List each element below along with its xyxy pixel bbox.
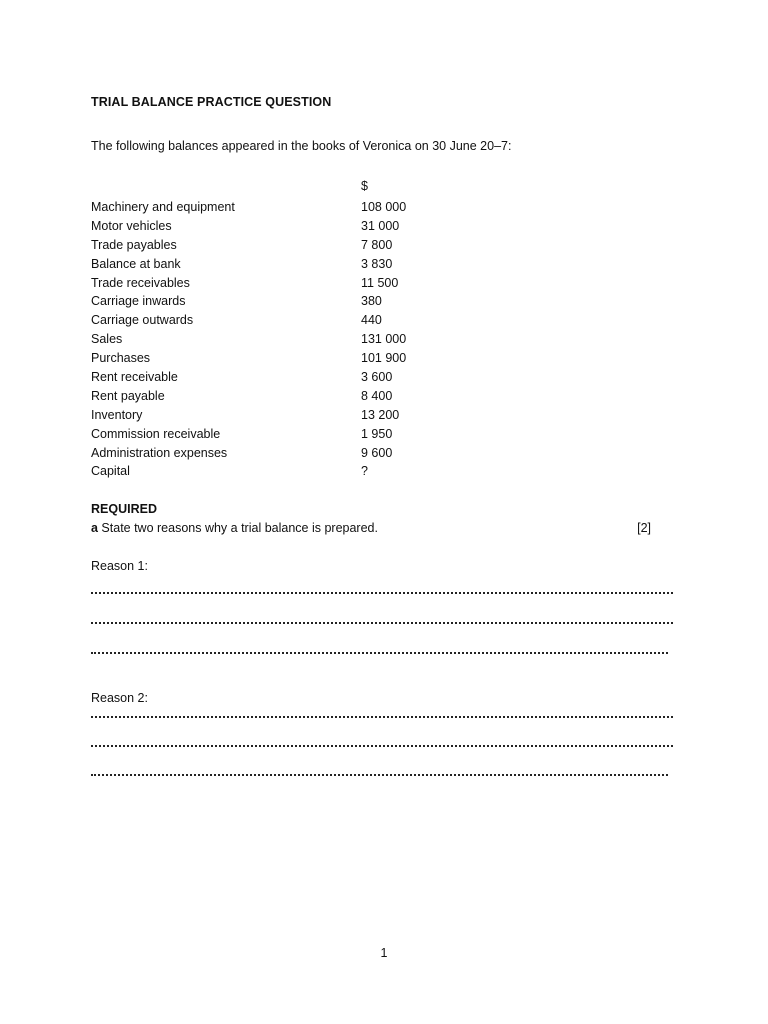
document-title: TRIAL BALANCE PRACTICE QUESTION (91, 95, 332, 109)
question-a (91, 521, 651, 535)
balance-label: Balance at bank (91, 256, 181, 271)
balance-label: Capital (91, 464, 130, 479)
reason-2-answer-line[interactable] (91, 774, 668, 776)
balance-value: 8 400 (361, 388, 393, 403)
balance-value: 101 900 (361, 351, 407, 366)
balance-label: Inventory (91, 407, 143, 422)
balances-list (91, 199, 491, 482)
balance-value: 108 000 (361, 200, 407, 214)
balance-value: 3 830 (361, 256, 393, 271)
balance-value: 1 950 (361, 426, 393, 441)
balance-row (91, 463, 491, 482)
balance-value: 131 000 (361, 332, 407, 347)
balance-row (91, 237, 491, 256)
reason-1-answer-line[interactable] (91, 592, 673, 594)
balance-row (91, 426, 491, 445)
balance-label: Carriage inwards (91, 294, 186, 309)
balance-label: Administration expenses (91, 445, 228, 460)
balance-label: Trade receivables (91, 275, 190, 290)
balance-row (91, 369, 491, 388)
balance-value: 380 (361, 294, 382, 309)
balance-row (91, 388, 491, 407)
page-number: 1 (380, 946, 388, 960)
balance-value: ? (361, 464, 368, 479)
balance-label: Carriage outwards (91, 313, 194, 328)
question-letter: a (91, 521, 98, 535)
required-heading: REQUIRED (91, 502, 157, 516)
balance-label: Purchases (91, 351, 151, 366)
balance-label: Motor vehicles (91, 218, 172, 233)
balance-value: 9 600 (361, 445, 393, 460)
balance-row (91, 293, 491, 312)
balance-row (91, 275, 491, 294)
balance-value: 440 (361, 313, 382, 328)
balance-row (91, 312, 491, 331)
reason-2-answer-line[interactable] (91, 716, 673, 718)
balance-row (91, 350, 491, 369)
balance-label: Machinery and equipment (91, 200, 235, 214)
balance-value: 3 600 (361, 370, 393, 385)
balance-row (91, 256, 491, 275)
currency-header: $ (361, 179, 368, 193)
reason-1-label: Reason 1: (91, 559, 148, 573)
reason-2-label: Reason 2: (91, 691, 148, 705)
balance-label: Commission receivable (91, 426, 221, 441)
balance-value: 31 000 (361, 218, 400, 233)
balance-row (91, 199, 491, 218)
question-text: State two reasons why a trial balance is prepared. (97, 521, 378, 535)
balance-label: Sales (91, 332, 123, 347)
balance-row (91, 331, 491, 350)
balance-row (91, 407, 491, 426)
reason-1-answer-line[interactable] (91, 652, 668, 654)
balance-label: Rent receivable (91, 370, 178, 385)
reason-1-answer-line[interactable] (91, 622, 673, 624)
balance-value: 7 800 (361, 237, 393, 252)
intro-text: The following balances appeared in the books of Veronica on 30 June 20–7: (91, 139, 512, 153)
balance-row (91, 218, 491, 237)
balance-value: 11 500 (361, 275, 399, 290)
balance-label: Trade payables (91, 237, 177, 252)
question-marks: [2] (637, 521, 651, 535)
balance-row (91, 445, 491, 464)
balance-label: Rent payable (91, 388, 165, 403)
balance-value: 13 200 (361, 407, 400, 422)
reason-2-answer-line[interactable] (91, 745, 673, 747)
